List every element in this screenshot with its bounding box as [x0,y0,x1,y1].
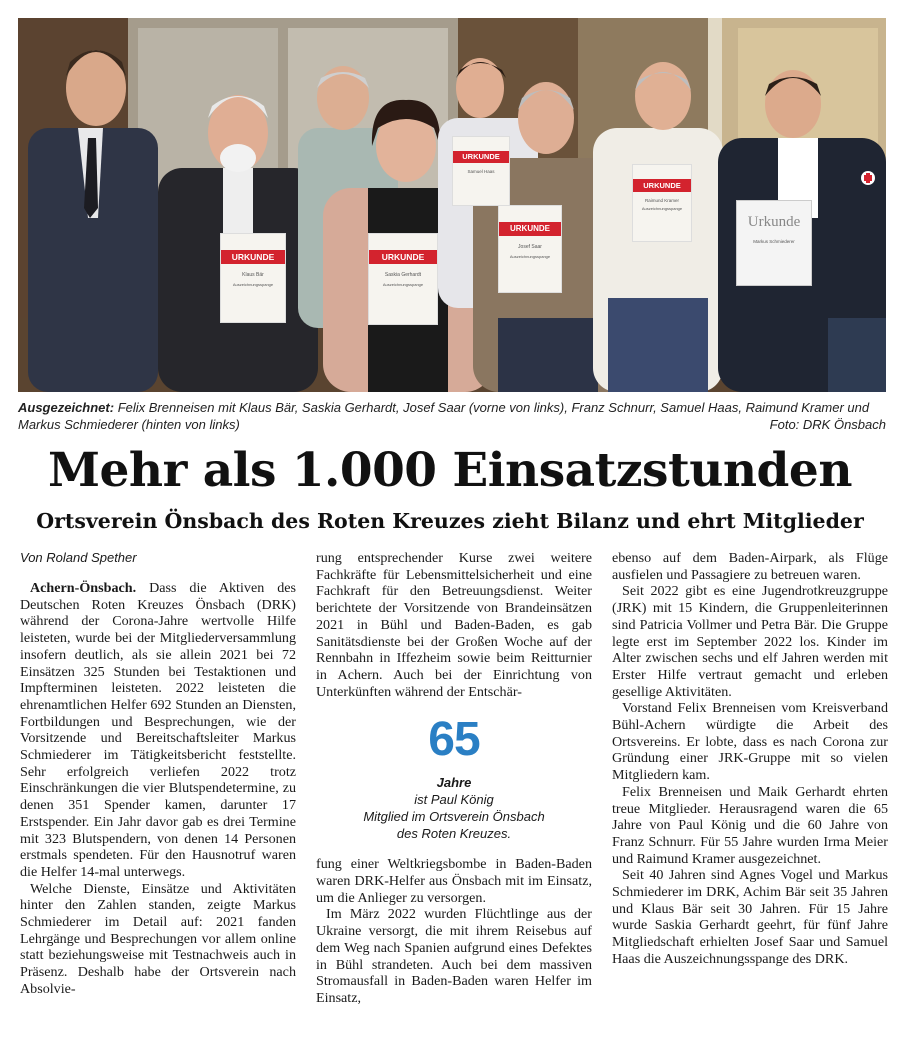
paragraph: rung entsprechender Kurse zwei weitere Fachkräfte für Lebensmittelsicherheit und eine Fachkraft für den Betreuungsdienst. Weiter berichtete der Vorsitzende von Brandeinsätzen 2021 in Bühl und Baden-Baden, es gab Sanitätsdienste bei der Großen Woche auf der Rennbahn in Iffezheim sowie beim Reitturnier in Achern. Auch bei der Einrichtung von Unterkünften während der Entschär- [316,550,592,700]
certificate-saskia-gerhardt [368,233,438,325]
paragraph: Felix Brenneisen und Maik Gerhardt ehrten treue Mitglieder. Herausragend waren die 65 Jahre von Paul König und die 60 Jahre von Franz Schnurr. Für 55 Jahre wurden Irma Meier und Raimund Kramer ausgezeichnet. [612,783,888,867]
group-photo [18,18,886,392]
certificate-subtitle: Auszeichnungsspange [382,282,424,287]
certificate-subtitle: Auszeichnungsspange [641,206,683,211]
caption-lead: Ausgezeichnet: [18,400,115,415]
byline: Von Roland Spether [20,550,137,565]
infobox-line: des Roten Kreuzes. [396,826,512,842]
paragraph-text: Dass die Aktiven des Deutschen Roten Kreuzes Önsbach (DRK) während der Corona-Jahre wertvolle Hilfe leisteten, wurde bei der Mitgliederversammlung insofern deutlich, als sie allein 2021 bei 72 Einsätzen 325 Stunden bei Testaktionen und Impfterminen leisteten. 2022 leisteten die ehrenamtlichen Helfer 692 Stunden an Diensten, Fortbildungen und Besprechungen, wie der Vorsitzende und Bereitschaftsleiter Markus Schmiederer im Tätigkeitsbericht feststellte. Sehr erfolgreich verliefen 2022 trotz Einschränkungen die vier Blutspendetermine, zu denen 351 Spender kamen, darunter 17 Erstspender. Ein Jahr davor gab es drei Termine mit 323 Blutspendern, von denen 14 Personen erstmals spendeten. Für den Hausnotruf waren die Helfer 14-mal unterwegs. [20,580,296,880]
certificate-name: Saskia Gerhardt [384,272,422,278]
certificate-label: URKUNDE [369,250,437,264]
photo-credit: Foto: DRK Önsbach [769,417,886,432]
article-column-3 [612,550,888,968]
paragraph [20,580,296,881]
certificate-name: Klaus Bär [242,272,264,278]
certificate-label: URKUNDE [453,151,509,163]
certificate-markus-schmiederer [736,200,812,286]
paragraph: ebenso auf dem Baden-Airpark, als Flüge ausfielen und Passagiere zu betreuen waren. [612,550,888,583]
paragraph: fung einer Weltkriegsbombe in Baden-Baden waren DRK-Helfer aus Önsbach mit im Einsatz, um die Anlieger zu versorgen. [316,856,592,906]
certificate-label: URKUNDE [633,179,691,192]
paragraph: Seit 2022 gibt es eine Jugendrotkreuzgruppe (JRK) mit 15 Kindern, die Gruppenleiterinnen sind Patricia Vollmer und Petra Bär. Die Gruppe legte erst im September 2022 los. Kinder im Alter zwischen sechs und elf Jahren werden mit Erster Hilfe vertraut gemacht und erleben gesellige Aktivitäten. [612,583,888,700]
paragraph: Vorstand Felix Brenneisen vom Kreisverband Bühl-Achern würdigte die Arbeit des Ortsvereins. Er lobte, dass es nach Corona zur Gründung einer JRK-Gruppe mit so vielen Mitgliedern kam. [612,700,888,784]
article-column-1 [20,550,296,998]
certificate-raimund-kramer [632,164,692,242]
certificate-josef-saar [498,205,562,293]
caption-text: Felix Brenneisen mit Klaus Bär, Saskia Gerhardt, Josef Saar (vorne von links), Franz Schnurr, Samuel Haas, Raimund Kramer und Markus Schmiederer (hinten von links) [18,400,870,432]
infobox [316,714,592,842]
subheadline: Ortsverein Önsbach des Roten Kreuzes zieht Bilanz und ehrt Mitglieder [36,509,864,533]
certificate-name: Josef Saar [518,244,542,250]
headline: Mehr als 1.000 Einsatzstunden [47,443,852,498]
certificate-samuel-haas [452,136,510,206]
article-column-2 [316,550,592,1007]
infobox-label: Jahre [436,775,472,791]
dateline: Achern-Önsbach. [30,580,137,596]
photo-caption [18,399,886,433]
paragraph: Seit 40 Jahren sind Agnes Vogel und Markus Schmiederer im DRK, Achim Bär seit 35 Jahren und Klaus Bär seit 30 Jahren. Für 15 Jahre wurde Saskia Gerhardt geehrt, für fünf Jahre Mitgliedschaft erhielten Josef Saar und Samuel Haas die Auszeichnungsspange des DRK. [612,867,888,967]
infobox-line: Mitglied im Ortsverein Önsbach [363,809,545,825]
certificate-klaus-baer [220,233,286,323]
certificate-label: Urkunde [747,214,801,230]
certificate-name: Raimund Kramer [644,198,679,203]
certificate-subtitle: Auszeichnungsspange [232,282,274,287]
certificate-label: URKUNDE [499,222,561,236]
infobox-line: ist Paul König [414,792,494,808]
infobox-number: 65 [428,713,480,767]
paragraph: Im März 2022 wurden Flüchtlinge aus der Ukraine versorgt, die mit ihrem Reisebus auf dem Weg nach Spanien aufgrund eines Defektes in Bühl strandeten. Auch bei dem massiven Stromausfall in Baden-Baden waren Helfer im Einsatz, [316,906,592,1006]
paragraph: Welche Dienste, Einsätze und Aktivitäten hinter den Zahlen standen, zeigte Markus Schmiederer im Detail auf: 2021 fanden Lehrgänge und Besprechungen vor allem online statt beziehungsweise mit Testnachweis auch in Präsenz. Deshalb habe der Ortsverein nach Absolvie- [20,880,296,997]
certificate-label: URKUNDE [221,250,285,264]
certificate-name: Markus Schmiederer [753,239,795,244]
certificate-name: Samuel Haas [467,169,495,174]
certificate-subtitle: Auszeichnungsspange [509,254,551,259]
